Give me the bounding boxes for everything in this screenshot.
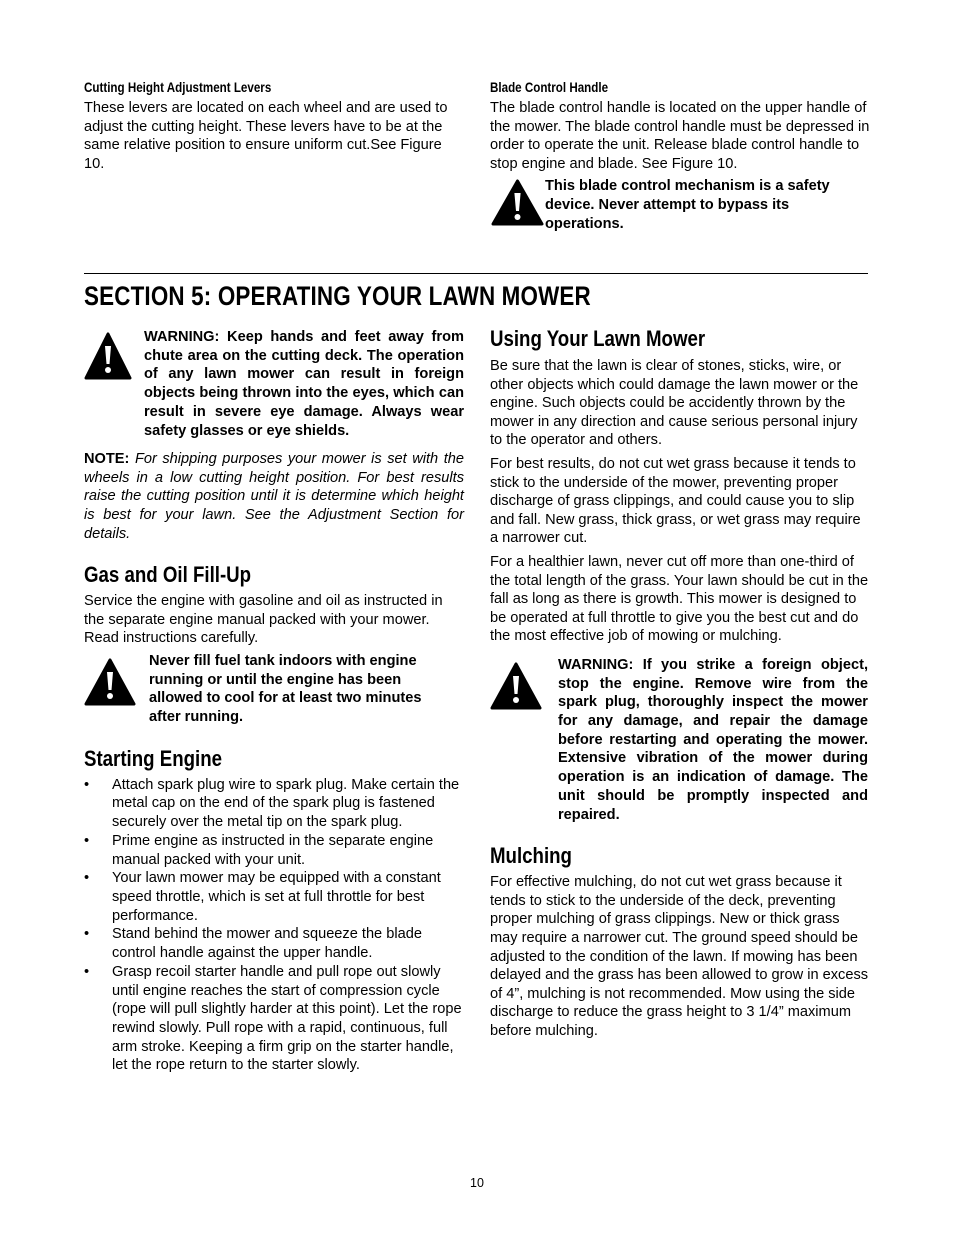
using-mower-paragraph-1: Be sure that the lawn is clear of stones, sticks, wire, or other objects which could damage the lawn mower or the engine. Such objects could be accidently thrown by the mower in any direction and cause serious personal injury to the operator and others.	[490, 358, 859, 449]
mulching-section	[490, 843, 870, 1040]
list-item: • Your lawn mower may be equipped with a constant speed throttle, which is set at full throttle for best performance.	[84, 870, 441, 924]
gas-oil-body: Service the engine with gasoline and oil as instructed in the separate engine manual packed with your mower. Read instructions carefully.	[84, 593, 443, 647]
bullet-glyph: •	[84, 870, 90, 887]
bullet-glyph: •	[84, 926, 90, 943]
gas-oil-heading: Gas and Oil Fill-Up	[84, 562, 252, 588]
foreign-object-warning-text: WARNING: If you strike a foreign object, stop the engine. Remove wire from the spark plug, thoroughly inspect the mower for any damage, and repair the damage before restarting and operating the mower. Extensive vibration of the mower during operation is an indication of damage. The unit should be promptly inspected and repaired.	[558, 656, 868, 823]
bullet-glyph: •	[84, 963, 90, 980]
warning-icon	[490, 661, 558, 719]
blade-control-heading: Blade Control Handle	[490, 80, 609, 95]
gas-oil-section	[84, 562, 464, 727]
foreign-object-warning	[490, 656, 870, 824]
blade-control-warning	[490, 177, 870, 233]
bullet-glyph: •	[84, 832, 90, 849]
mulching-heading: Mulching	[490, 843, 572, 869]
warning-icon	[84, 657, 149, 715]
mulching-body: For effective mulching, do not cut wet grass because it tends to stick to the underside of the deck, preventing proper mulching of grass clippings. New or thick grass may require a narrower cut. The ground speed should be adjusted to the condition of the lawn. If mowing has been delayed and the grass has been allowed to grow in excess of 4”, mulching is not recommended. Mow using the side discharge to reduce the grass height to 3 1/4” maximum before mulching.	[490, 874, 869, 1039]
using-mower-heading: Using Your Lawn Mower	[490, 326, 706, 351]
bullet-glyph: •	[84, 776, 90, 793]
note-label: NOTE:	[84, 451, 130, 468]
list-item: • Attach spark plug wire to spark plug. Make certain the metal cap on the end of the spark plug is fastened securely over the metal tip on the spark plug.	[84, 776, 460, 831]
section-divider	[84, 273, 868, 274]
list-item: • Prime engine as instructed in the separate engine manual packed with your unit.	[84, 832, 434, 868]
page-number: 10	[470, 1176, 484, 1190]
right-column	[490, 326, 870, 1041]
chute-warning-text: WARNING: Keep hands and feet away from chute area on the cutting deck. The operation of any lawn mower can result in foreign objects being thrown into the eyes, which can result in severe eye damage. Always wear safety glasses or eye shields.	[144, 329, 464, 439]
starting-engine-section	[84, 746, 464, 1075]
shipping-note	[84, 450, 464, 543]
blade-control-body: The blade control handle is located on the upper handle of the mower. The blade control handle must be depressed in order to operate the unit. Release blade control handle to stop engine and blade. See Figure 10.	[490, 100, 870, 172]
warning-icon	[490, 178, 545, 228]
left-column	[84, 328, 464, 1075]
list-item: • Stand behind the mower and squeeze the blade control handle against the upper handle.	[84, 926, 422, 962]
using-mower-paragraph-2: For best results, do not cut wet grass because it tends to stick to the underside of the mower, preventing proper discharge of grass clippings, and could cause you to slip and fall. New grass, thick grass, or wet grass may require a narrower cut.	[490, 455, 861, 547]
starting-engine-list	[84, 776, 464, 1075]
section-title: SECTION 5: OPERATING YOUR LAWN MOWER	[84, 281, 591, 311]
fuel-warning-text: Never fill fuel tank indoors with engine running or until the engine has been allowed to cool for at least two minutes after running.	[149, 652, 422, 726]
cutting-height-body: These levers are located on each wheel and are used to adjust the cutting height. These levers have to be at the same relative position to ensure uniform cut.See Figure 10.	[84, 100, 448, 172]
warning-icon	[84, 331, 144, 389]
cutting-height-heading: Cutting Height Adjustment Levers	[84, 80, 272, 95]
note-text: For shipping purposes your mower is set with the wheels in a low cutting height position. For best results raise the cutting position until it is determine which height is best for your lawn. See the Adjustment Section for details.	[84, 451, 464, 542]
using-mower-paragraph-3: For a healthier lawn, never cut off more than one-third of the total length of the grass. Your lawn should be cut in the fall as long as there is growth. This mower is designed to be operated at full throttle to give you the best cut and do the most effective job of mowing or mulching.	[490, 553, 869, 645]
cutting-height-section	[84, 80, 464, 173]
blade-control-section	[490, 80, 870, 233]
list-item: • Grasp recoil starter handle and pull rope out slowly until engine reaches the start of compression cycle (rope will pull slightly harder at this point). Let the rope rewind slowly. Pull rope with a rapid, continuous, full arm stroke. Keeping a firm grip on the starter handle, let the rope return to the starter slowly.	[84, 963, 462, 1074]
fuel-warning	[84, 652, 464, 727]
chute-warning	[84, 328, 464, 440]
blade-control-warning-text: This blade control mechanism is a safety device. Never attempt to bypass its operations.	[545, 178, 830, 232]
starting-engine-heading: Starting Engine	[84, 745, 223, 771]
